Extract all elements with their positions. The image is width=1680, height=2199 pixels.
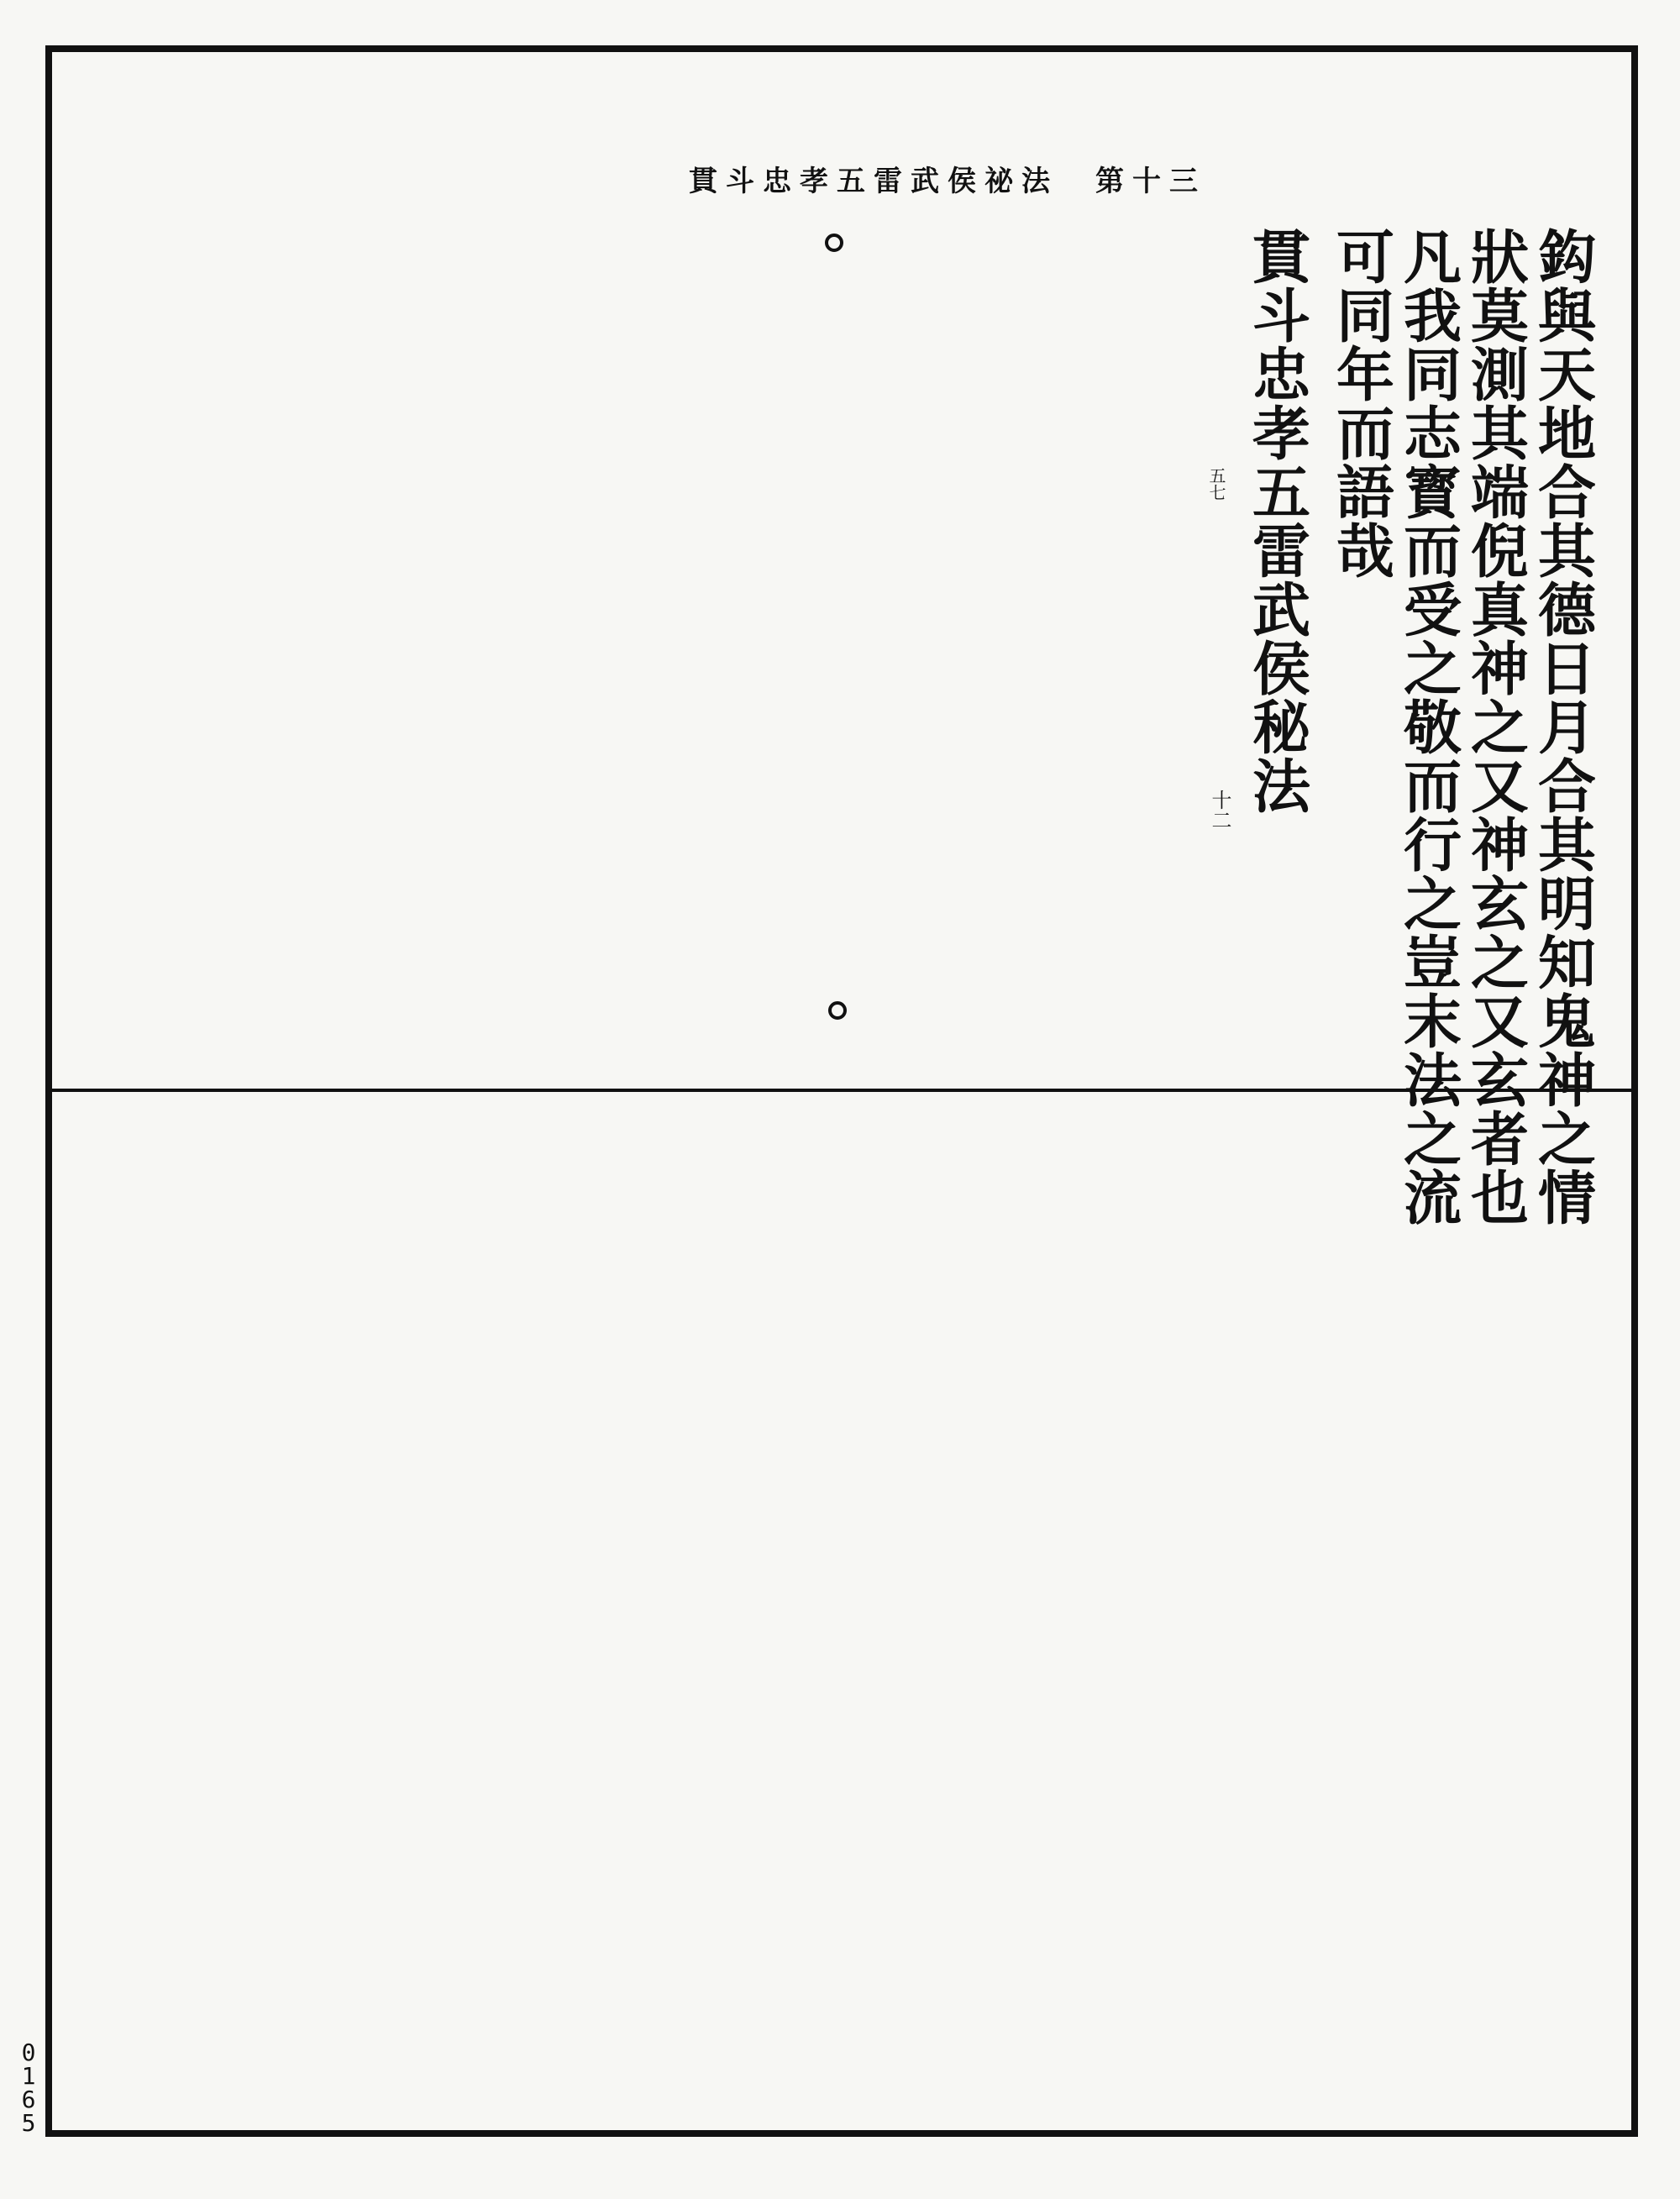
archive-page-digit: 1 bbox=[21, 2062, 36, 2090]
binding-hole-top bbox=[825, 234, 843, 252]
running-header: 貫斗忠孝五雷武侯祕法 第十三 bbox=[689, 165, 1206, 198]
body-line-3: 凡我同志寳而受之敬而行之豈末法之流 bbox=[1394, 227, 1462, 1226]
folio-number: 十二 bbox=[1208, 790, 1231, 830]
binding-hole-bottom bbox=[828, 1001, 847, 1020]
section-title: 貫斗忠孝五雷武侯秘法 bbox=[1242, 227, 1310, 815]
archive-page-digit: 0 bbox=[21, 2039, 36, 2066]
archive-page-digit: 5 bbox=[21, 2109, 36, 2137]
archive-page-number bbox=[18, 2041, 39, 2135]
body-line-4: 可同年而語哉 bbox=[1326, 227, 1394, 580]
body-line-2: 狀莫測其端倪真神之又神玄之又玄者也 bbox=[1461, 227, 1529, 1226]
archive-page-digit: 6 bbox=[21, 2086, 36, 2113]
small-note: 五七 bbox=[1206, 467, 1226, 501]
body-line-1: 鈎與天地合其德日月合其明知鬼神之情 bbox=[1528, 227, 1596, 1226]
